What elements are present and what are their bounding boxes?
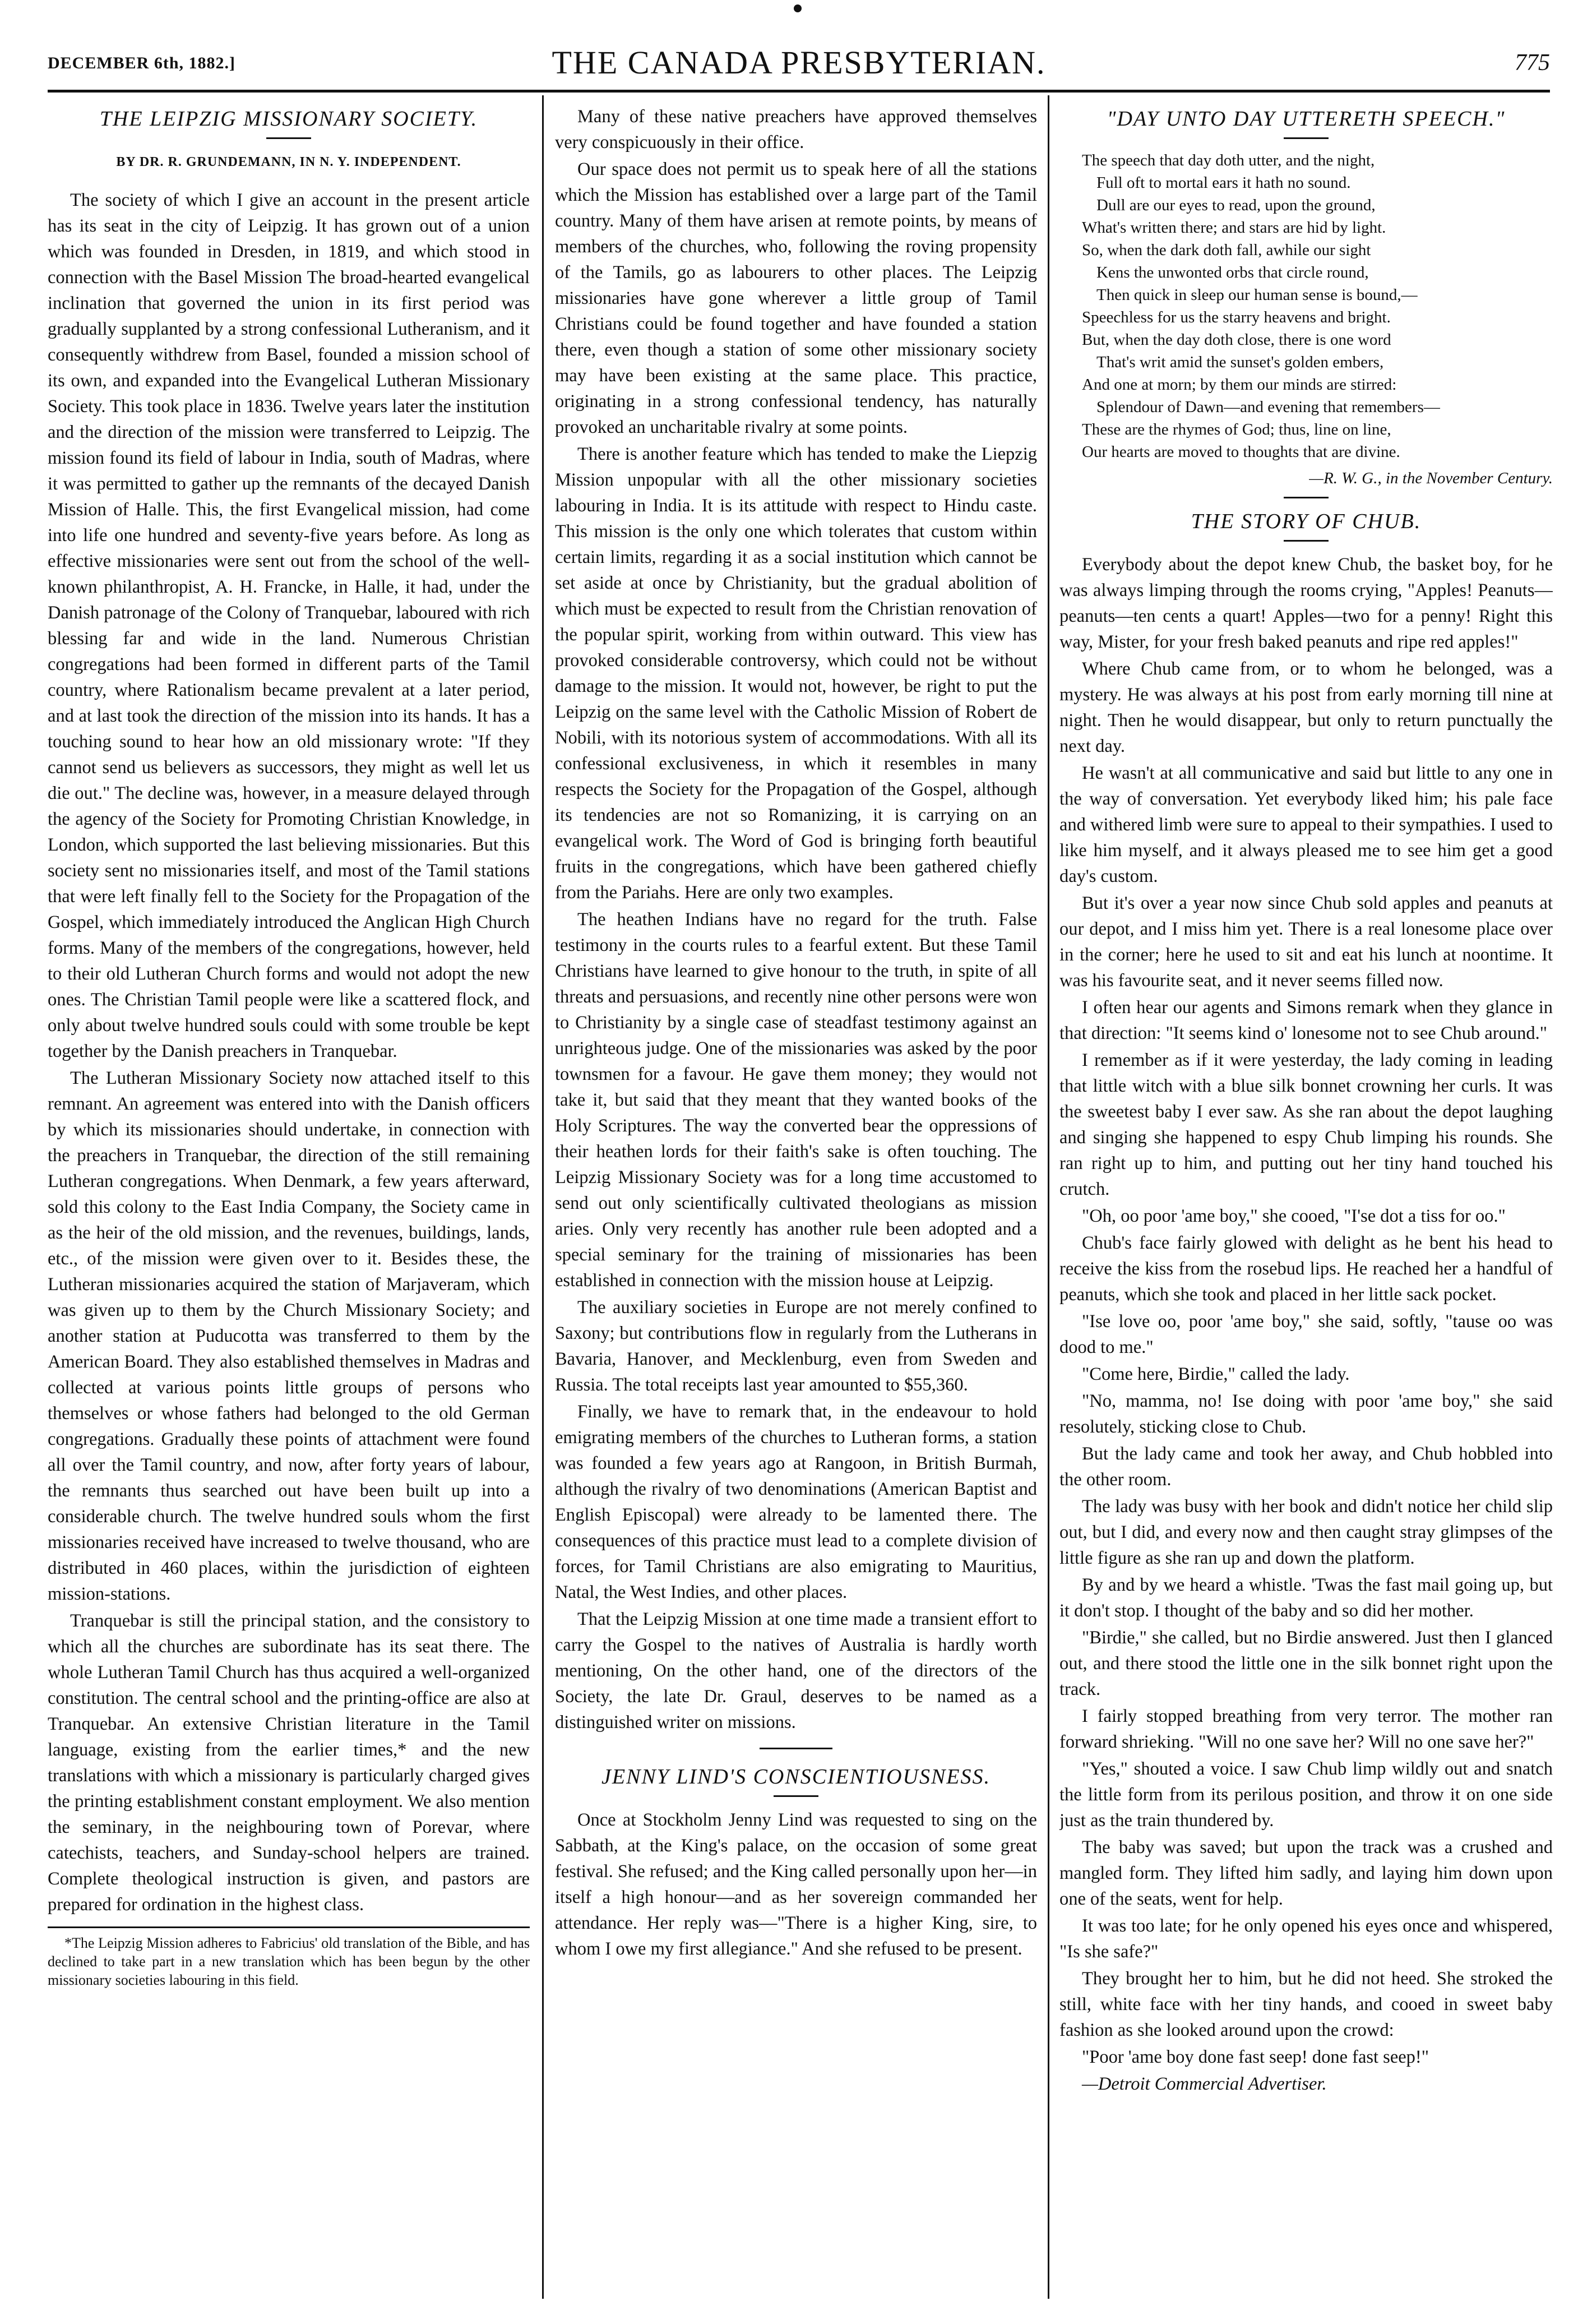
source-credit: —Detroit Commercial Advertiser. (1082, 2074, 1327, 2094)
poem-line: These are the rhymes of God; thus, line on line, (1082, 421, 1391, 438)
article-paragraph: But the lady came and took her away, and Chub hobbled into the other room. (1059, 1444, 1553, 1490)
heading-rule (266, 137, 311, 139)
poem-line: Splendour of Dawn—and evening that remembers— (1096, 398, 1440, 416)
footnote-rule (48, 1926, 530, 1928)
poem-attribution: —R. W. G., in the November Century. (1309, 469, 1553, 487)
article-paragraph: The society of which I give an account in the present article has its seat in the city of Leipzig. It has grown out of a union which was founded in Dresden, in 1819, and which stood in connection with the Basel Mission The broad-hearted evangelical inclination that governed the union in its first period was gradually supplanted by a strong confessional Lutheranism, and it consequently withdrew from Basel, founded a mission school of its own, and expanded into the Evangelical Lutheran Missionary Society. This took place in 1836. Twelve years later the institution and the direction of the mission were transferred to Leipzig. The mission found its field of labour in India, south of Madras, where it was permitted to gather up the remnants of the decayed Danish Mission of Halle. This, the first Evangelical mission, had come into life one hundred and seventy-five years before. As long as effective missionaries were sent out from the school of the well-known philanthropist, A. H. Francke, in Halle, it had, under the Danish patronage of the Colony of Tranquebar, laboured with rich blessing far and wide in the land. Numerous Christian congregations had been formed in different parts of the Tamil country, where Rationalism became prevalent at a later period, and at last took the direction of the mission into its hands. It has a touching sound to hear how an old missionary wrote: "If they cannot send us believers as successors, they might as well let us die out." The decline was, however, in a measure delayed through the agency of the Society for Promoting Christian Knowledge, in London, which supported the last believing missionaries. But this society sent no missionaries itself, and most of the Tamil stations that were left finally fell to the Society for the Propagation of the Gospel, which immediately introduced the Anglican High Church forms. Many of the members of the congregations, however, held to their old Lutheran Church forms and would not adopt the new ones. The Christian Tamil people were like a scattered flock, and only about twelve hundred souls could with some trouble be kept together by the Danish preachers in Tranquebar. (48, 190, 530, 1061)
article-paragraph: That the Leipzig Mission at one time made a transient effort to carry the Gospel to the natives of Australia is hardly worth mentioning, On the other hand, one of the directors of the Society, the late Dr. Graul, deserves to be named as a distinguished writer on missions. (555, 1609, 1037, 1732)
page-header (48, 44, 1550, 83)
article-paragraph: There is another feature which has tended to make the Liepzig Mission unpopular with all the other missionary societies labouring in India. It is its attitude with respect to Hindu caste. This mission is the only one which tolerates that custom within certain limits, regarding it as a social institution which cannot be set aside at once by Christianity, but the gradual abolition of which must be expected to result from the Christian renovation of the popular spirit, working from within outward. This view has provoked considerable controversy, which could not be without damage to the mission. It would not, however, be right to put the Leipzig on the same level with the Catholic Mission of Robert de Nobili, with its notorious system of accommodations. With all its confessional exclusiveness, in which it resembles in many respects the Society for the Propagation of the Gospel, although its tendencies are not so Romanizing, it is carrying on an evangelical work. The Word of God is bringing forth beautiful fruits in the congregations, which have been gathered chiefly from the Pariahs. Here are only two examples. (555, 444, 1037, 903)
article-paragraph: I often hear our agents and Simons remark when they glance in that direction: "It seems kind o' lonesome not to see Chub around." (1059, 997, 1553, 1043)
column-middle (555, 104, 1037, 2302)
article-paragraph: By and by we heard a whistle. 'Twas the fast mail going up, but it don't stop. I thought of the baby and so did her mother. (1059, 1575, 1553, 1621)
poem-line: The speech that day doth utter, and the night, (1082, 151, 1375, 169)
page-number: 775 (1515, 50, 1550, 76)
section-rule (1284, 497, 1329, 498)
article-paragraph: The auxiliary societies in Europe are not merely confined to Saxony; but contributions flow in regularly from the Lutherans in Bavaria, Hanover, and Mecklenburg, even from Sweden and Russia. The total receipts last year amounted to $55,360. (555, 1297, 1037, 1395)
poem-line: And one at morn; by them our minds are stirred: (1082, 376, 1397, 394)
article-paragraph: Once at Stockholm Jenny Lind was requested to sing on the Sabbath, at the King's palace, on the occasion of some great festival. She refused; and the King called personally upon her—in itself a high honour—and as her sovereign commanded her attendance. Her reply was—"There is a higher King, sire, to whom I owe my first allegiance." And she refused to be present. (555, 1810, 1037, 1959)
article-paragraph: "Poor 'ame boy done fast seep! done fast seep!" (1082, 2047, 1429, 2067)
article-paragraph: He wasn't at all communicative and said but little to any one in the way of conversation. Yet everybody liked him; his pale face and withered limb were sure to appeal to their sympathies. I used to like him myself, and it always pleased me to see him get a good day's custom. (1059, 763, 1553, 886)
section-rule (760, 1748, 832, 1749)
poem (1082, 149, 1553, 463)
poem-line: So, when the dark doth fall, awhile our sight (1082, 241, 1371, 259)
article-paragraph: They brought her to him, but he did not heed. She stroked the still, white face with her tiny hands, and cooed in sweet baby fashion as she looked around upon the crowd: (1059, 1969, 1553, 2040)
poem-line: That's writ amid the sunset's golden embers, (1096, 353, 1384, 371)
poem-line: Speechless for us the starry heavens and bright. (1082, 308, 1391, 326)
article-paragraph: The Lutheran Missionary Society now attached itself to this remnant. An agreement was entered into with the Danish officers by which its missionaries should undertake, in connection with the preachers in Tranquebar, the direction of the still remaining Lutheran congregations. When Denmark, a few years afterward, sold this colony to the East India Company, the Society came in as the heir of the old mission, and the revenues, buildings, lands, etc., of the mission were given over to it. Besides these, the Lutheran missionaries acquired the station of Marjaveram, which was given up to them by the Church Missionary Society; and another station at Puducotta was transferred to them by the American Board. They also established themselves in Madras and collected at various points little groups of persons who themselves or whose fathers had belonged to the old German congregations. Gradually these points of attachment were found all over the Tamil country, and now, after forty years of labour, the remnants thus searched out have been built up into a considerable church. The twelve hundred souls whom the first missionaries received have increased to twelve thousand, who are distributed in 460 places, within the jurisdiction of eighteen mission-stations. (48, 1068, 530, 1604)
article-paragraph: Tranquebar is still the principal station, and the consistory to which all the churches are subordinate has its seat there. The whole Lutheran Tamil Church has thus acquired a well-organized constitution. The central school and the printing-office are also at Tranquebar. An extensive Christian literature in the Tamil language, existing from the earlier times,* and the new translations with which a missionary is particularly charged gives the printing establishment constant employment. We also mention the seminary, in the neighbouring town of Porevar, where catechists, teachers, and Sunday-school helpers are trained. Complete theological instruction is given, and pastors are prepared for ordination in the highest class. (48, 1611, 530, 1915)
poem-title: "DAY UNTO DAY UTTERETH SPEECH." (1107, 107, 1506, 131)
article-paragraph: Many of these native preachers have approved themselves very conspicuously in their office. (555, 107, 1037, 153)
article-paragraph: It was too late; for he only opened his eyes once and whispered, "Is she safe?" (1059, 1916, 1553, 1962)
poem-line: Full oft to mortal ears it hath no sound. (1096, 174, 1351, 192)
article-paragraph: Finally, we have to remark that, in the endeavour to hold emigrating members of the churches to Lutheran forms, a station was founded a few years ago at Rangoon, in British Burmah, although the rivalry of two denominations (American Baptist and English Episcopal) were already to be lamented there. The consequences of this practice must lead to a complete division of forces, for Tamil Christians are also emigrating to Mauritius, Natal, the West Indies, and other places. (555, 1402, 1037, 1602)
heading-rule (774, 1795, 818, 1797)
article-paragraph: But it's over a year now since Chub sold apples and peanuts at our depot, and I miss him yet. There is a real lonesome place over in the corner; here he used to sit and eat his lunch at noontime. It was his favourite seat, and it never seems filled now. (1059, 893, 1553, 991)
article-heading: THE LEIPZIG MISSIONARY SOCIETY. (99, 107, 478, 131)
column-divider (542, 95, 544, 2299)
article-paragraph: Chub's face fairly glowed with delight as he bent his head to receive the kiss from the rosebud lips. He reached her a handful of peanuts, which she took and placed in her little sack pocket. (1059, 1233, 1553, 1305)
header-rule (48, 90, 1550, 93)
article-paragraph: Everybody about the depot knew Chub, the basket boy, for he was always limping through the rooms crying, "Apples! Peanuts—peanuts—ten cents a quart! Apples—two for a penny! Right this way, Mister, for your fresh baked peanuts and ripe red apples!" (1059, 555, 1553, 652)
poem-line: What's written there; and stars are hid by light. (1082, 219, 1386, 237)
heading-rule (1284, 137, 1329, 139)
poem-line: Our hearts are moved to thoughts that are divine. (1082, 443, 1400, 461)
column-right (1059, 104, 1553, 2302)
column-left (48, 104, 530, 2302)
article-paragraph: "No, mamma, no! Ise doing with poor 'ame boy," she said resolutely, sticking close to Chub. (1059, 1391, 1553, 1437)
article-paragraph: The lady was busy with her book and didn't notice her child slip out, but I did, and every now and then caught stray glimpses of the little figure as she ran up and down the platform. (1059, 1496, 1553, 1568)
article-paragraph: "Oh, oo poor 'ame boy," she cooed, "I'se dot a tiss for oo." (1082, 1206, 1506, 1226)
article-paragraph: The baby was saved; but upon the track was a crushed and mangled form. They lifted him sadly, and laying him down upon one of the seats, went for help. (1059, 1837, 1553, 1909)
footnote: *The Leipzig Mission adheres to Fabricius' old translation of the Bible, and has declined to take part in a new translation which has been begun by the other missionary societies labouring in this field. (48, 1935, 530, 1988)
article-paragraph: "Come here, Birdie," called the lady. (1082, 1364, 1350, 1384)
article-paragraph: "Ise love oo, poor 'ame boy," she said, softly, "tause oo was dood to me." (1059, 1311, 1553, 1357)
article-heading: THE STORY OF CHUB. (1191, 510, 1422, 533)
article-paragraph: Our space does not permit us to speak here of all the stations which the Mission has established over a large part of the Tamil country. Many of them have arisen at remote points, by means of members of the churches, who, following the roving propensity of the Tamils, go as labourers to other places. The Leipzig missionaries have gone wherever a little group of Tamil Christians could be found together and have founded a station there, even though a station of some other missionary society may have been existing at the same place. This practice, originating in a strong confessional tendency, has naturally provoked an uncharitable rivalry at some points. (555, 159, 1037, 437)
article-paragraph: The heathen Indians have no regard for the truth. False testimony in the courts rules to a fearful extent. But these Tamil Christians have learned to give honour to the truth, in spite of all threats and persuasions, and recently nine other persons were won to Christianity by a single case of steadfast testimony against an unrighteous judge. One of the missionaries was asked by the poor townsmen for a favour. He gave them money; they would not take it, but said that they meant that they wanted books of the Holy Scriptures. The way the converted bear the oppressions of their heathen lords for their faith's sake is often touching. The Leipzig Missionary Society was for a long time accustomed to send out only scientifically cultivated theologians as mission aries. Only very recently has another rule been adopted and a special seminary for the training of missionaries has been established in connection with the mission house at Leipzig. (555, 909, 1037, 1291)
ink-dot (794, 4, 802, 12)
poem-line: Then quick in sleep our human sense is bound,— (1096, 286, 1418, 304)
column-divider (1048, 95, 1049, 2299)
poem-line: Kens the unwonted orbs that circle round, (1096, 264, 1369, 281)
heading-rule (1284, 540, 1329, 542)
article-byline: BY DR. R. GRUNDEMANN, IN N. Y. INDEPENDENT. (116, 155, 461, 169)
article-paragraph: I remember as if it were yesterday, the lady coming in leading that little witch with a blue silk bonnet crowning her curls. It was the sweetest baby I ever saw. As she ran about the depot laughing and singing she happened to espy Chub limping his rounds. She ran right up to him, and putting out her tiny hand touched his crutch. (1059, 1050, 1553, 1199)
article-paragraph: I fairly stopped breathing from very terror. The mother ran forward shrieking. "Will no one save her? Will no one save her?" (1059, 1706, 1553, 1752)
newspaper-title: THE CANADA PRESBYTERIAN. (552, 44, 1046, 81)
issue-date: DECEMBER 6th, 1882.] (48, 54, 236, 72)
article-heading: JENNY LIND'S CONSCIENTIOUSNESS. (601, 1765, 991, 1789)
article-paragraph: "Yes," shouted a voice. I saw Chub limp wildly out and snatch the little form from its perilous position, and throw it on one side just as the train thundered by. (1059, 1759, 1553, 1831)
article-paragraph: "Birdie," she called, but no Birdie answered. Just then I glanced out, and there stood the little one in the silk bonnet right upon the track. (1059, 1628, 1553, 1699)
article-paragraph: Where Chub came from, or to whom he belonged, was a mystery. He was always at his post from early morning till nine at night. Then he would disappear, but only to return punctually the next day. (1059, 659, 1553, 756)
poem-line: Dull are our eyes to read, upon the ground, (1096, 196, 1376, 214)
poem-line: But, when the day doth close, there is one word (1082, 331, 1391, 349)
